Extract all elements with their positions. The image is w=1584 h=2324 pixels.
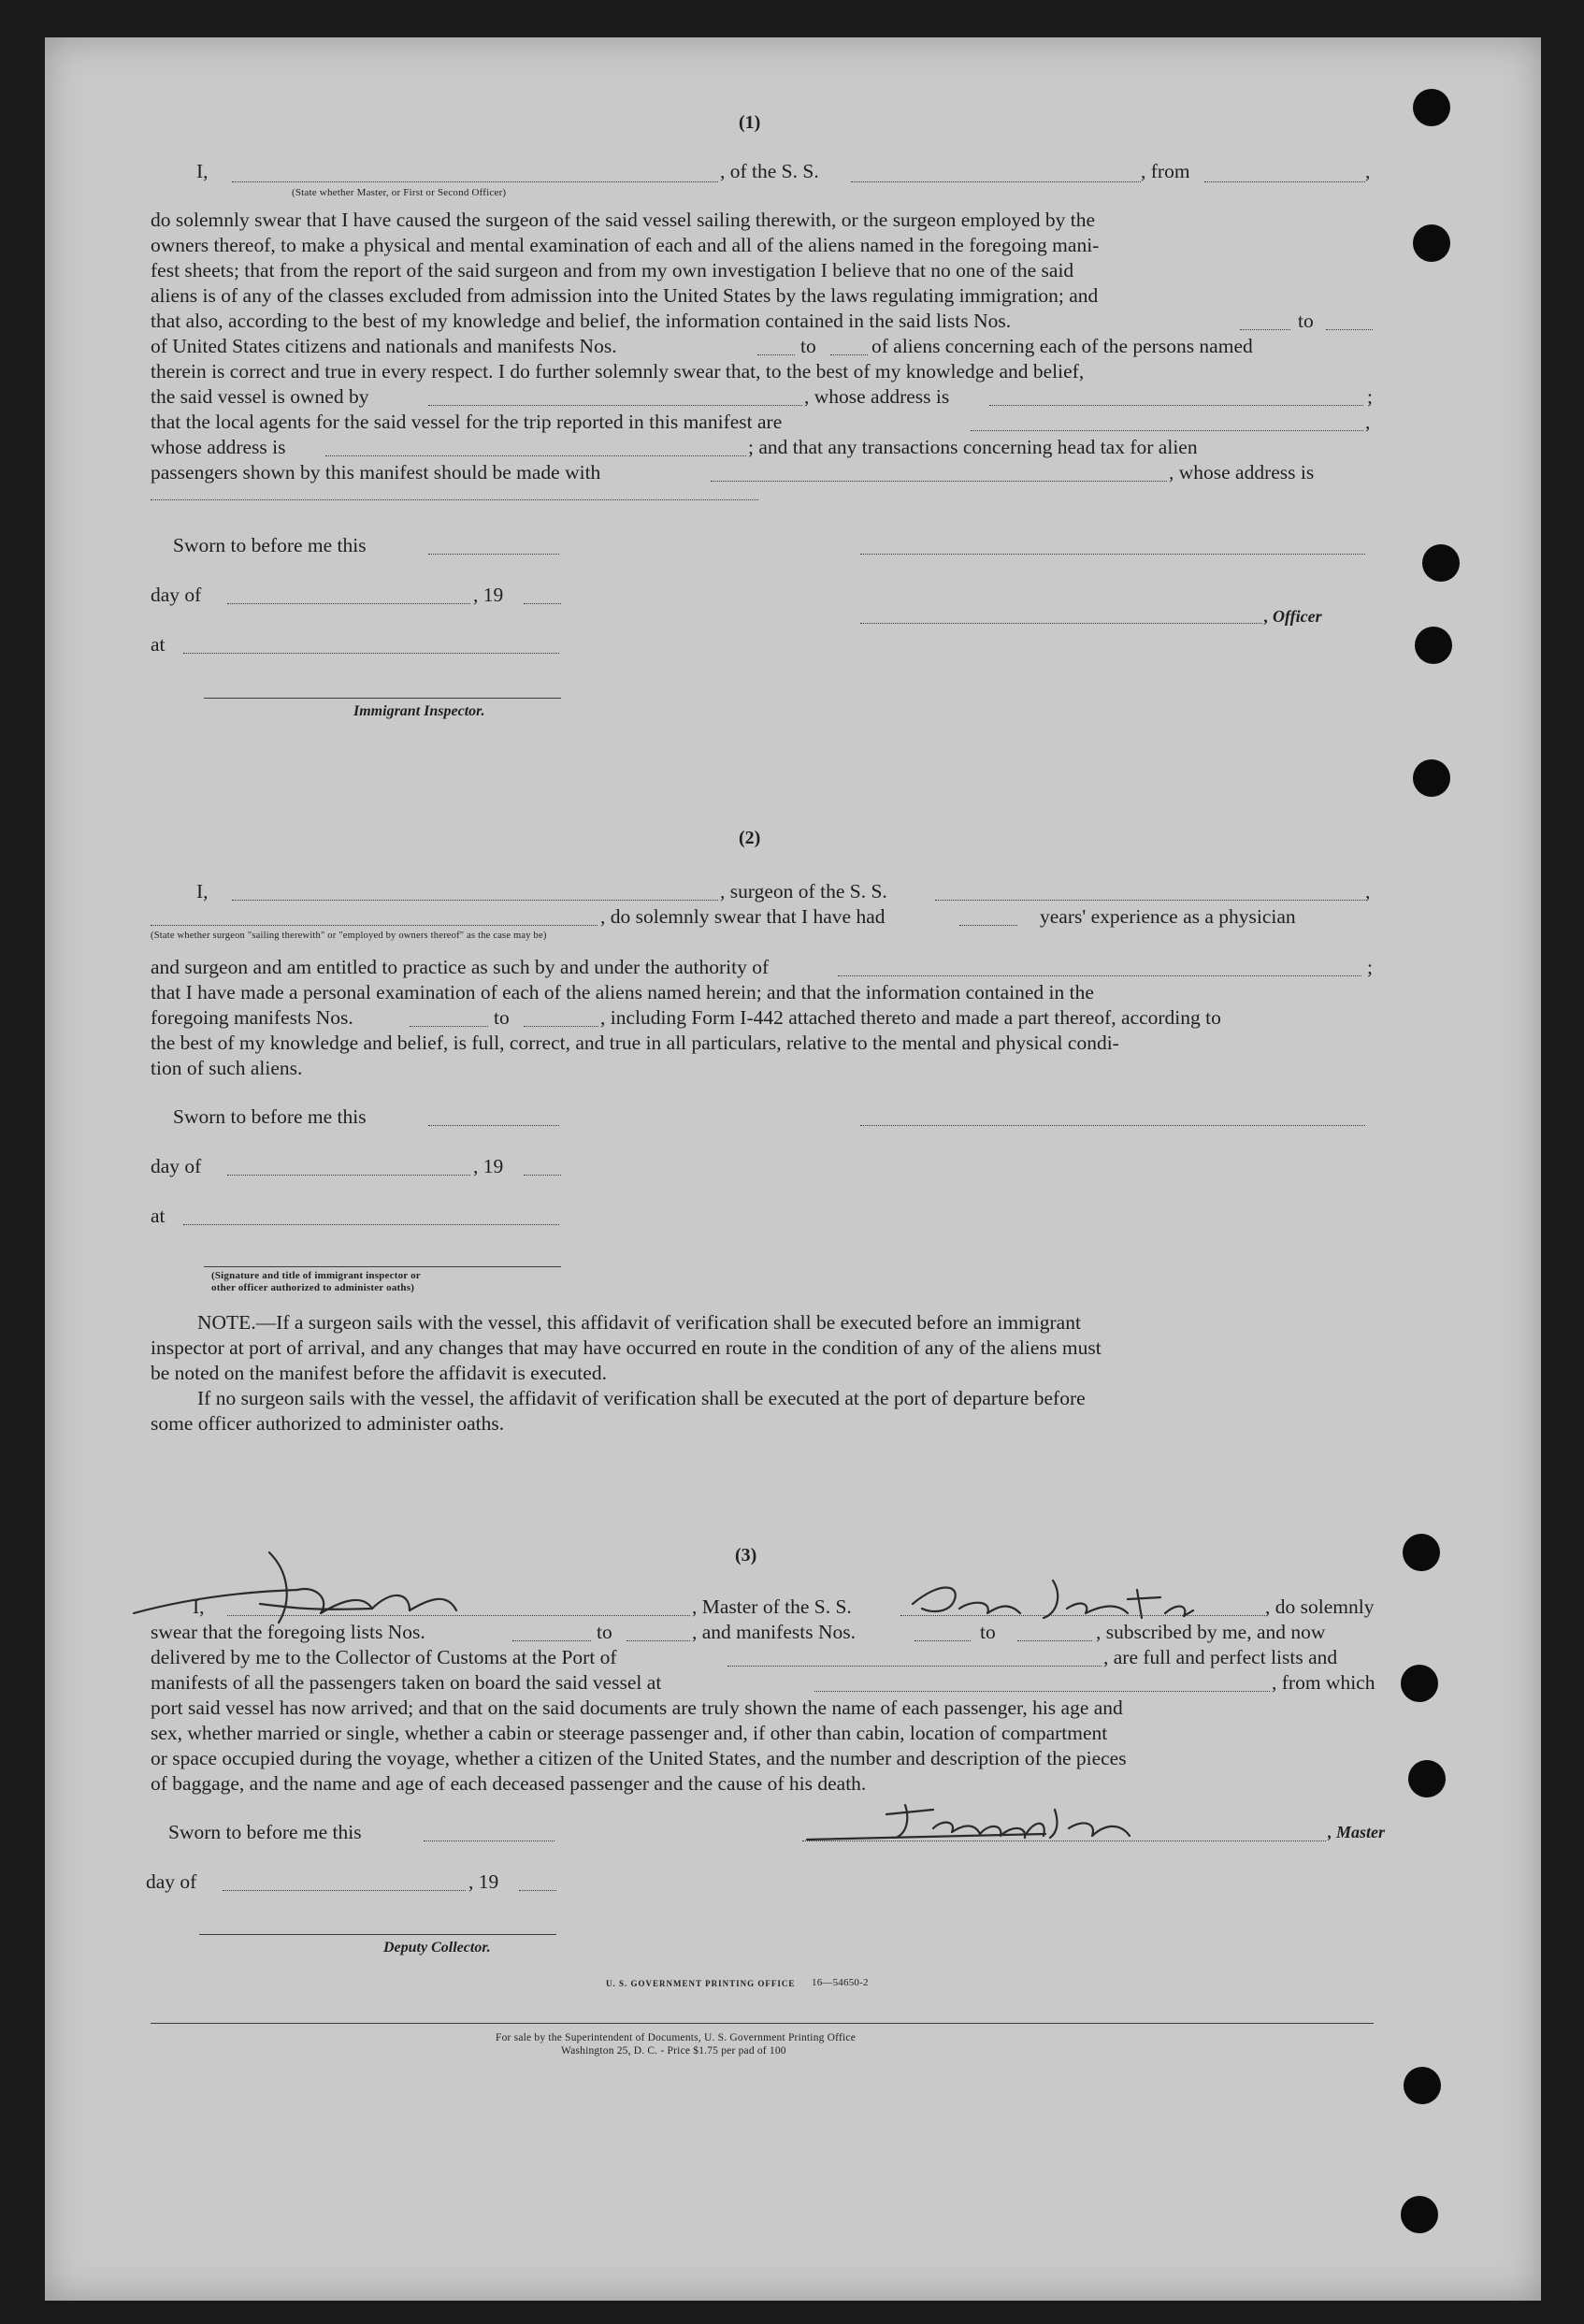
master-of-label: , Master of the S. S. bbox=[692, 1595, 852, 1618]
sworn-date-field[interactable] bbox=[428, 554, 559, 555]
semicolon: ; bbox=[1367, 956, 1373, 978]
delivered: delivered by me to the Collector of Customs at the Port of bbox=[151, 1646, 617, 1668]
to-label: to bbox=[1298, 310, 1314, 332]
inspector-label: Immigrant Inspector. bbox=[353, 703, 485, 719]
footer-rule bbox=[151, 2023, 1374, 2024]
section-3-number: (3) bbox=[735, 1545, 757, 1566]
embark-port-field[interactable] bbox=[814, 1691, 1270, 1692]
from-port-field[interactable] bbox=[1204, 181, 1365, 182]
authority-line: and surgeon and am entitled to practice as such by and under the authority of bbox=[151, 956, 770, 978]
oath-line: passengers shown by this manifest should be made with bbox=[151, 461, 601, 484]
officer-label: , Officer bbox=[1264, 607, 1322, 626]
at-field[interactable] bbox=[183, 1224, 559, 1225]
administrator-signature-line[interactable] bbox=[204, 1266, 561, 1267]
master-signature bbox=[802, 1791, 1326, 1847]
port-field[interactable] bbox=[727, 1666, 1102, 1667]
at-label: at bbox=[151, 1205, 166, 1227]
oath-line: aliens is of any of the classes excluded from admission into the United States by the laws regulating immigration; and bbox=[151, 284, 1099, 307]
day-of-field[interactable] bbox=[223, 1890, 466, 1891]
officer-signature-field[interactable] bbox=[860, 554, 1365, 555]
inspector-signature-line[interactable] bbox=[204, 698, 561, 699]
sworn-label: Sworn to before me this bbox=[168, 1821, 362, 1843]
to-label: to bbox=[800, 335, 816, 357]
master-oath-line: or space occupied during the voyage, whether a citizen of the United States, and the number and description of the pieces bbox=[151, 1747, 1127, 1769]
binder-hole bbox=[1415, 627, 1452, 664]
year-label: , 19 bbox=[468, 1870, 499, 1893]
years-experience: years' experience as a physician bbox=[1040, 905, 1296, 928]
form-code: 16—54650-2 bbox=[812, 1977, 869, 1988]
surgeon-signature-field[interactable] bbox=[860, 1125, 1365, 1126]
day-of-field[interactable] bbox=[227, 603, 470, 604]
section-2-number: (2) bbox=[739, 828, 761, 848]
s3-manifests-from-field[interactable] bbox=[914, 1640, 971, 1641]
sale-note: For sale by the Superintendent of Documents, U. S. Government Printing Office bbox=[496, 2032, 857, 2043]
semicolon: ; bbox=[1367, 385, 1373, 408]
oath-line: that the local agents for the said vessel for the trip reported in this manifest are bbox=[151, 411, 783, 433]
from-which: , from which bbox=[1272, 1671, 1375, 1694]
oath-line: the said vessel is owned by bbox=[151, 385, 369, 408]
gpo-imprint: U. S. GOVERNMENT PRINTING OFFICE bbox=[606, 1979, 796, 1988]
master-oath-line: port said vessel has now arrived; and that on the said documents are truly shown the name of each passenger, his age and bbox=[151, 1696, 1123, 1719]
aliens-concerning: of aliens concerning each of the persons named bbox=[871, 335, 1253, 357]
note-line: inspector at port of arrival, and any changes that may have occurred en route in the condition of any of the aliens must bbox=[151, 1336, 1102, 1359]
head-tax: ; and that any transactions concerning head tax for alien bbox=[748, 436, 1198, 458]
agents-address-field[interactable] bbox=[325, 455, 746, 456]
of-ss-label: , of the S. S. bbox=[720, 160, 819, 182]
note-line: NOTE.—If a surgeon sails with the vessel, this affidavit of verification shall be executed before an immigrant bbox=[197, 1311, 1081, 1334]
master-oath-line: sex, whether married or single, whether a cabin or steerage passenger and, if other than cabin, location of compartment bbox=[151, 1722, 1108, 1744]
surgeon-status-field[interactable] bbox=[151, 925, 598, 926]
year-label: , 19 bbox=[473, 1155, 504, 1177]
note-line: some officer authorized to administer oaths. bbox=[151, 1412, 505, 1435]
oath-line: fest sheets; that from the report of the said surgeon and from my own investigation I believe that no one of the said bbox=[151, 259, 1074, 281]
section-1-number: (1) bbox=[739, 112, 761, 133]
day-of-label: day of bbox=[151, 1155, 202, 1177]
s3-lists-to-field[interactable] bbox=[626, 1640, 690, 1641]
binder-hole bbox=[1413, 224, 1450, 262]
form-label: , including Form I-442 attached thereto and made a part thereof, according to bbox=[600, 1006, 1221, 1029]
swear-lists: swear that the foregoing lists Nos. bbox=[151, 1621, 425, 1643]
binder-hole bbox=[1404, 2067, 1441, 2104]
surgeon-vessel-field[interactable] bbox=[935, 900, 1365, 901]
head-tax-party-field[interactable] bbox=[711, 481, 1167, 482]
and-manifests: , and manifests Nos. bbox=[692, 1621, 856, 1643]
oath-line: do solemnly swear that I have caused the surgeon of the said vessel sailing therewith, or the surgeon employed by the bbox=[151, 209, 1096, 231]
master-oath-line: of baggage, and the name and age of each deceased passenger and the cause of his death. bbox=[151, 1772, 867, 1795]
binder-hole bbox=[1413, 759, 1450, 797]
note-line: If no surgeon sails with the vessel, the affidavit of verification shall be executed at the port of departure before bbox=[197, 1387, 1086, 1409]
day-of-field[interactable] bbox=[227, 1175, 470, 1176]
officer-rank-note: (State whether Master, or First or Second Officer) bbox=[292, 187, 507, 198]
signature-note: (Signature and title of immigrant inspector or bbox=[211, 1270, 421, 1281]
do-solemnly: , do solemnly bbox=[1265, 1595, 1375, 1618]
manifests-to-field[interactable] bbox=[830, 354, 868, 355]
deputy-label: Deputy Collector. bbox=[383, 1940, 491, 1956]
deputy-signature-line[interactable] bbox=[199, 1934, 556, 1935]
year-field[interactable] bbox=[519, 1890, 556, 1891]
whose-address: , whose address is bbox=[1169, 461, 1315, 484]
to-label: to bbox=[597, 1621, 612, 1643]
owner-address-field[interactable] bbox=[989, 405, 1363, 406]
to-label: to bbox=[494, 1006, 510, 1029]
vessel-name-field[interactable] bbox=[851, 181, 1141, 182]
local-agents-field[interactable] bbox=[971, 430, 1363, 431]
master-label: , Master bbox=[1328, 1823, 1386, 1841]
comma: , bbox=[1365, 160, 1371, 182]
year-field[interactable] bbox=[524, 1175, 561, 1176]
years-field[interactable] bbox=[959, 925, 1017, 926]
authority-field[interactable] bbox=[838, 975, 1361, 976]
comma: , bbox=[1365, 880, 1371, 902]
officer-title-field[interactable] bbox=[860, 623, 1262, 624]
surgeon-oath-line: foregoing manifests Nos. bbox=[151, 1006, 353, 1029]
s3-lists-from-field[interactable] bbox=[512, 1640, 591, 1641]
section-2-i: I, bbox=[196, 880, 209, 902]
sworn-label: Sworn to before me this bbox=[173, 534, 367, 556]
sworn-date-field[interactable] bbox=[424, 1840, 554, 1841]
binder-hole bbox=[1408, 1760, 1446, 1797]
continuation-line bbox=[151, 499, 758, 500]
section-3-i: I, bbox=[193, 1595, 205, 1618]
oath-line: that also, according to the best of my knowledge and belief, the information contained in the said lists Nos. bbox=[151, 310, 1012, 332]
sworn-date-field[interactable] bbox=[428, 1125, 559, 1126]
sale-note: Washington 25, D. C. - Price $1.75 per pad of 100 bbox=[561, 2045, 786, 2057]
surgeon-status-note: (State whether surgeon "sailing therewith" or "employed by owners thereof" as the case may be) bbox=[151, 931, 547, 941]
at-field[interactable] bbox=[183, 653, 559, 654]
full-lists: , are full and perfect lists and bbox=[1103, 1646, 1338, 1668]
vessel-handwritten-name bbox=[903, 1562, 1259, 1627]
at-label: at bbox=[151, 633, 166, 656]
binder-hole bbox=[1422, 544, 1460, 582]
binder-hole bbox=[1401, 1665, 1438, 1702]
oath-line: owners thereof, to make a physical and mental examination of each and all of the aliens named in the foregoing mani- bbox=[151, 234, 1100, 256]
year-field[interactable] bbox=[524, 603, 561, 604]
surgeon-of-label: , surgeon of the S. S. bbox=[720, 880, 887, 902]
signature-note: other officer authorized to administer oaths) bbox=[211, 1282, 415, 1293]
surgeon-name-field[interactable] bbox=[232, 900, 718, 901]
oath-line: whose address is bbox=[151, 436, 286, 458]
s2-manifests-to-field[interactable] bbox=[524, 1026, 598, 1027]
subscribed: , subscribed by me, and now bbox=[1096, 1621, 1326, 1643]
day-of-label: day of bbox=[151, 584, 202, 606]
sworn-label: Sworn to before me this bbox=[173, 1105, 367, 1128]
lists-to-field[interactable] bbox=[1326, 329, 1373, 330]
officer-name-field[interactable] bbox=[232, 181, 718, 182]
surgeon-oath-line: tion of such aliens. bbox=[151, 1057, 303, 1079]
oath-line: of United States citizens and nationals and manifests Nos. bbox=[151, 335, 617, 357]
binder-hole bbox=[1401, 2196, 1438, 2233]
comma: , bbox=[1365, 411, 1371, 433]
s3-manifests-to-field[interactable] bbox=[1017, 1640, 1092, 1641]
s2-manifests-from-field[interactable] bbox=[410, 1026, 488, 1027]
year-label: , 19 bbox=[473, 584, 504, 606]
section-1-i: I, bbox=[196, 160, 209, 182]
binder-hole bbox=[1413, 89, 1450, 126]
oath-line: therein is correct and true in every respect. I do further solemnly swear that, to the best of my knowledge and belief, bbox=[151, 360, 1085, 383]
manifest-page bbox=[45, 37, 1541, 2301]
lists-from-field[interactable] bbox=[1240, 329, 1290, 330]
owner-field[interactable] bbox=[428, 405, 802, 406]
binder-hole bbox=[1403, 1534, 1440, 1571]
whose-address: , whose address is bbox=[804, 385, 950, 408]
note-line: be noted on the manifest before the affidavit is executed. bbox=[151, 1362, 607, 1384]
surgeon-oath-line: that I have made a personal examination of each of the aliens named herein; and that the information contained in the bbox=[151, 981, 1094, 1003]
swear-had: , do solemnly swear that I have had bbox=[600, 905, 886, 928]
manifests-all: manifests of all the passengers taken on board the said vessel at bbox=[151, 1671, 662, 1694]
manifests-from-field[interactable] bbox=[757, 354, 795, 355]
to-label: to bbox=[980, 1621, 996, 1643]
from-label: , from bbox=[1141, 160, 1190, 182]
surgeon-oath-line: the best of my knowledge and belief, is full, correct, and true in all particulars, relative to the mental and physical condi- bbox=[151, 1032, 1119, 1054]
day-of-label: day of bbox=[146, 1870, 197, 1893]
